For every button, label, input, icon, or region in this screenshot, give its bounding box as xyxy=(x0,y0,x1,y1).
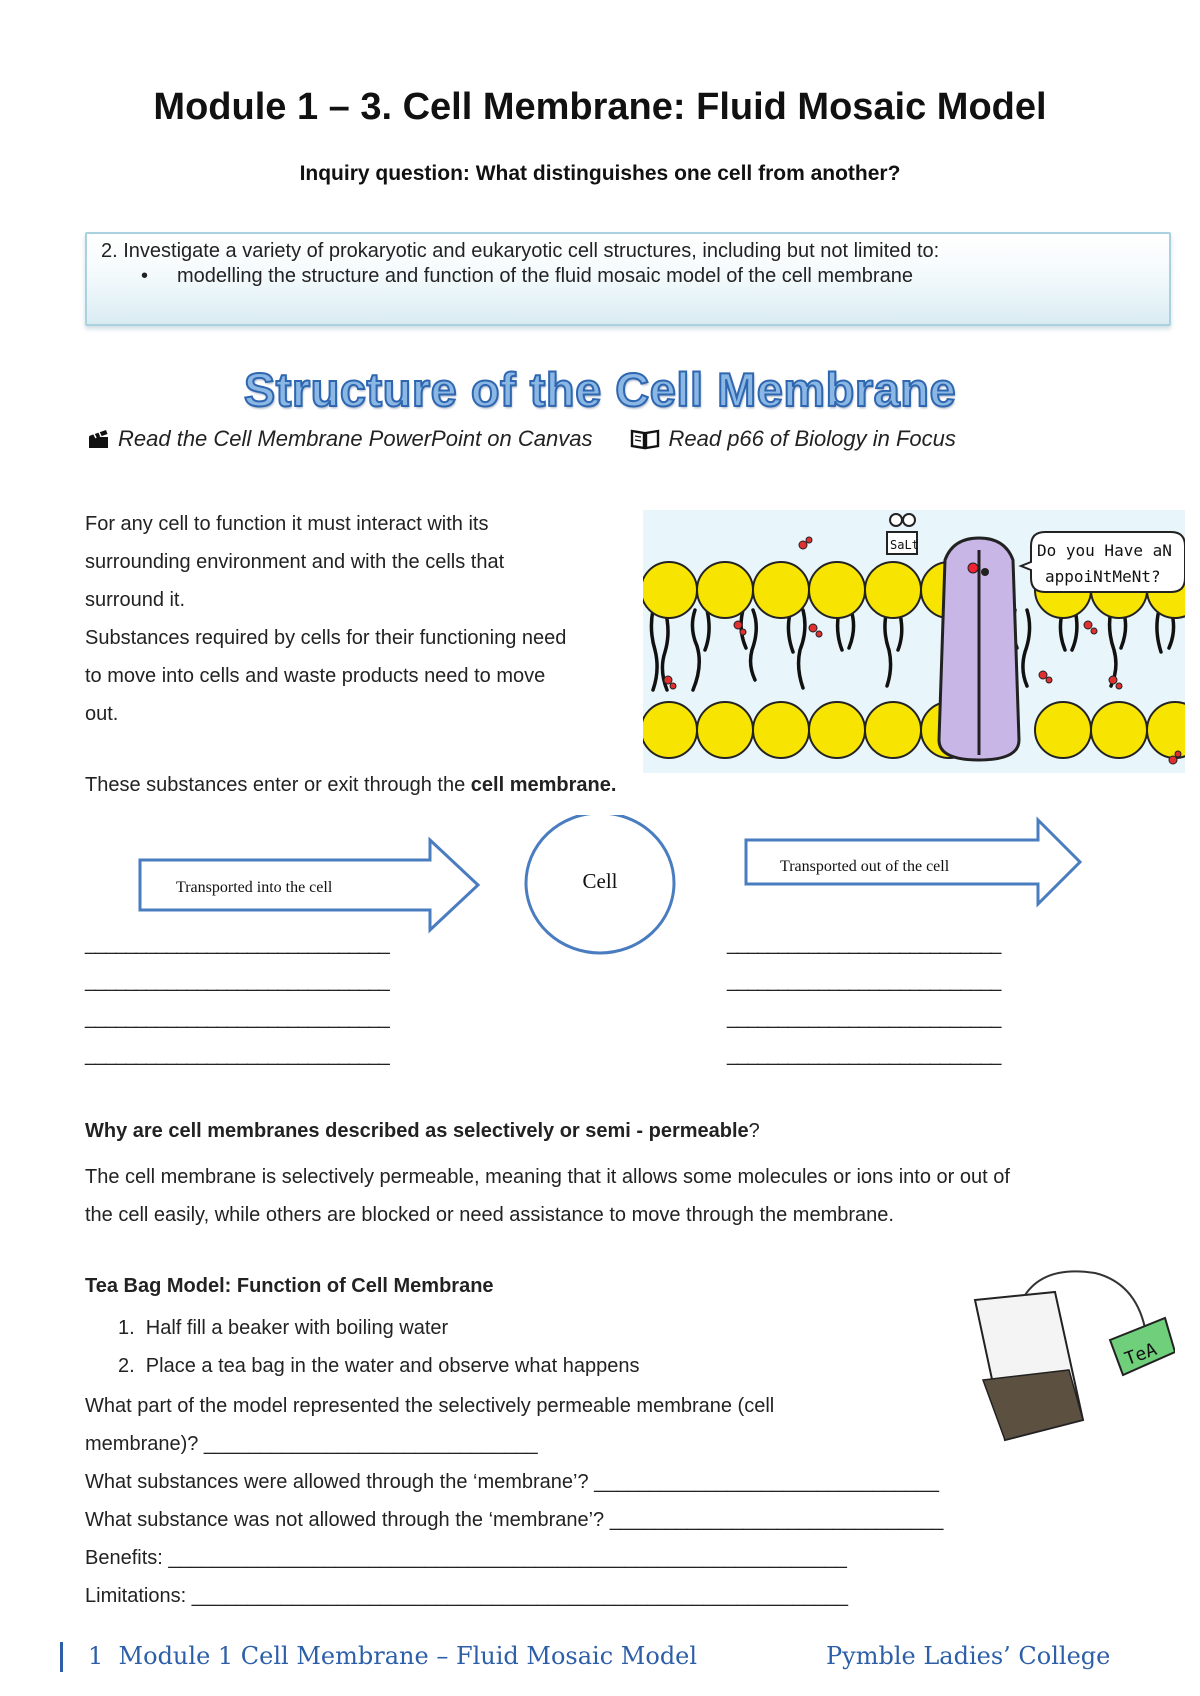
reading-line xyxy=(88,426,956,452)
membrane-illustration xyxy=(643,510,1185,773)
tea-tag-label: TeA xyxy=(1121,1339,1160,1370)
permeable-answer-line: The cell membrane is selectively permeable, meaning that it allows some molecules or ions into or out of xyxy=(85,1166,1010,1188)
cell-label: Cell xyxy=(582,869,618,893)
answer-line[interactable]: ___________________________ xyxy=(727,970,1001,992)
intro-paragraph xyxy=(85,505,645,733)
answer-line[interactable]: ______________________________ xyxy=(85,1044,389,1066)
salt-label: SaLt xyxy=(890,538,919,552)
speech-line-1: Do you Have aN xyxy=(1037,541,1172,560)
permeable-answer-line: the cell easily, while others are blocked or need assistance to move through the membrane. xyxy=(85,1204,894,1226)
tea-step: 2. Place a tea bag in the water and observe what happens xyxy=(118,1355,640,1377)
out-cell-answer-lines xyxy=(727,926,1000,1074)
enter-exit-line xyxy=(85,774,616,797)
syllabus-bullet xyxy=(101,265,1155,288)
textbook-reading: Read p66 of Biology in Focus xyxy=(668,426,956,451)
page-number: 1 xyxy=(88,1642,104,1670)
powerpoint-reading: Read the Cell Membrane PowerPoint on Canvas xyxy=(118,426,593,451)
permeable-question xyxy=(85,1120,760,1143)
tea-question[interactable]: membrane)? ______________________________ xyxy=(85,1433,538,1455)
footer-module: Module 1 Cell Membrane – Fluid Mosaic Model xyxy=(118,1642,698,1670)
tea-question[interactable]: Limitations: ___________________________________________________________ xyxy=(85,1585,848,1607)
tea-bag-illustration xyxy=(965,1270,1175,1450)
tea-question[interactable]: What substance was not allowed through the ‘membrane’? ______________________________ xyxy=(85,1509,944,1531)
permeable-question-bold: Why are cell membranes described as selectively or semi - permeable xyxy=(85,1120,749,1142)
footer-bar xyxy=(60,1642,63,1672)
syllabus-intro: 2. Investigate a variety of prokaryotic and eukaryotic cell structures, including but not limited to: xyxy=(101,240,940,262)
tea-question: What part of the model represented the selectively permeable membrane (cell xyxy=(85,1395,775,1417)
enter-exit-bold: cell membrane. xyxy=(470,774,617,796)
footer-left xyxy=(88,1642,697,1670)
into-cell-answer-lines xyxy=(85,926,389,1074)
open-book-icon xyxy=(630,428,660,450)
answer-line[interactable]: ___________________________ xyxy=(727,1044,1001,1066)
para-line: For any cell to function it must interact with its xyxy=(85,513,489,535)
enter-exit-prefix: These substances enter or exit through the xyxy=(85,774,471,796)
inquiry-question: Inquiry question: What distinguishes one cell from another? xyxy=(299,162,901,185)
answer-line[interactable]: ______________________________ xyxy=(85,970,389,992)
tea-question[interactable]: What substances were allowed through the ‘membrane’? _______________________________ xyxy=(85,1471,939,1493)
speech-line-2: appoiNtMeNt? xyxy=(1045,567,1161,586)
tea-step: 1. Half fill a beaker with boiling water xyxy=(118,1317,449,1339)
para-line: surrounding environment and with the cells that xyxy=(85,551,505,573)
tea-heading: Tea Bag Model: Function of Cell Membrane xyxy=(85,1275,494,1297)
footer-school: Pymble Ladies’ College xyxy=(826,1642,1111,1670)
clapperboard-icon xyxy=(88,429,110,449)
permeable-answer xyxy=(85,1158,1010,1234)
out-cell-label: Transported out of the cell xyxy=(780,858,950,875)
membrane-cartoon xyxy=(643,510,1185,773)
tea-steps xyxy=(118,1309,639,1385)
into-cell-label: Transported into the cell xyxy=(176,879,333,896)
para-line: Substances required by cells for their functioning need xyxy=(85,627,567,649)
para-line: out. xyxy=(85,703,119,725)
answer-line[interactable]: ___________________________ xyxy=(727,933,1001,955)
section-heading: Structure of the Cell Membrane xyxy=(243,363,957,416)
syllabus-box xyxy=(85,232,1171,326)
syllabus-bullet-text: modelling the structure and function of the fluid mosaic model of the cell membrane xyxy=(177,265,913,287)
bullet-icon: • xyxy=(141,265,149,287)
page-title: Module 1 – 3. Cell Membrane: Fluid Mosaic Model xyxy=(153,86,1047,128)
question-mark: ? xyxy=(748,1120,760,1142)
para-line: to move into cells and waste products need to move xyxy=(85,665,546,687)
answer-line[interactable]: ______________________________ xyxy=(85,1007,389,1029)
tea-question[interactable]: Benefits: _____________________________________________________________ xyxy=(85,1547,847,1569)
para-line: surround it. xyxy=(85,589,186,611)
answer-line[interactable]: ___________________________ xyxy=(727,1007,1001,1029)
answer-line[interactable]: ______________________________ xyxy=(85,933,389,955)
